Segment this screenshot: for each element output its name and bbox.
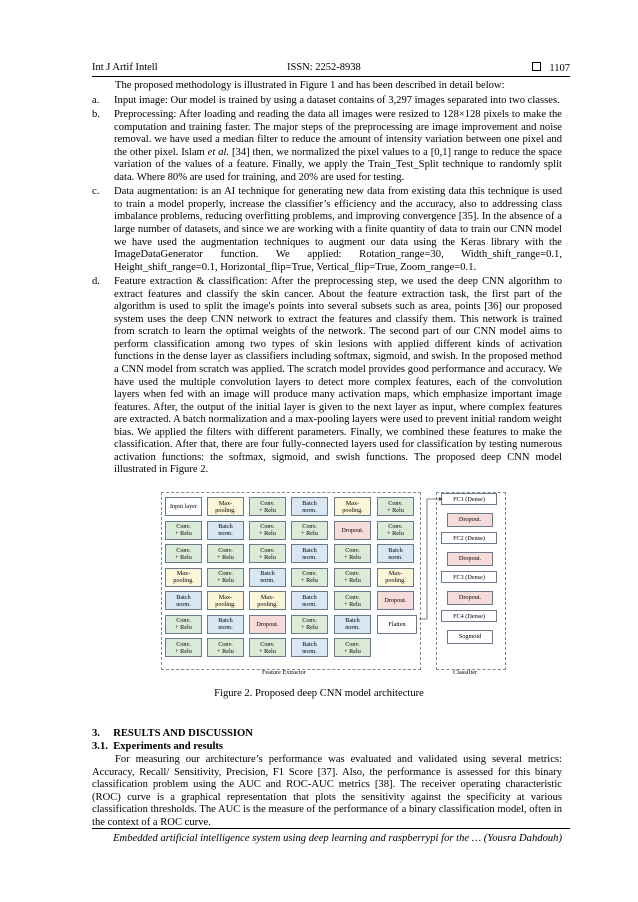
layer-box: Conv. + Relu	[207, 568, 244, 587]
running-footer: Embedded artificial intelligence system using deep learning and raspberrypi for the … (Yousra Dahdouh)	[113, 833, 562, 844]
layer-box: Dropout.	[447, 552, 493, 566]
layer-box: Conv. + Relu	[249, 497, 286, 516]
results-text	[92, 754, 562, 831]
layer-box: Conv. + Relu	[291, 521, 328, 540]
header-rule	[92, 76, 570, 77]
layer-box: Batch norm.	[165, 591, 202, 610]
list-marker: a.	[92, 94, 100, 106]
layer-box: Max- pooling.	[207, 497, 244, 516]
layer-box: Conv. + Relu	[334, 638, 371, 657]
layer-box: Conv. + Relu	[291, 568, 328, 587]
list-marker: b.	[92, 109, 100, 121]
layer-box: Conv. + Relu	[165, 521, 202, 540]
layer-box: Conv. + Relu	[334, 544, 371, 563]
layer-box: Max- pooling.	[377, 568, 414, 587]
layer-box: Dropout.	[249, 615, 286, 634]
layer-box: Batch norm.	[291, 638, 328, 657]
layer-box: Batch norm.	[291, 544, 328, 563]
list-item	[92, 186, 562, 274]
layer-box: Max- pooling.	[207, 591, 244, 610]
layer-box: Conv. + Relu	[334, 591, 371, 610]
layer-box: Max- pooling.	[165, 568, 202, 587]
list-item-text: [34] then, we normalized the pixel values to a [0,1] range to reduce the space variation of the values of a feature. Finally, we apply the Train_Test_Split technique to randomly split data. Where 80% are used for training, and 20% are used for testing.	[114, 146, 562, 183]
layer-box: Batch norm.	[291, 497, 328, 516]
figure-caption: Figure 2. Proposed deep CNN model architecture	[214, 688, 424, 699]
footer-rule	[92, 828, 570, 829]
layer-box: Input layer	[165, 497, 202, 516]
layer-box: FC2 (Dense)	[441, 532, 497, 544]
journal-name: Int J Artif Intell	[92, 62, 158, 73]
layer-box: Max- pooling.	[334, 497, 371, 516]
list-item-text: Feature extraction & classification: After the preprocessing step, we used the deep CNN algorithm to extract features and classify the skin cancer. About the feature extraction task, the first part of the algorithm is used to split the image's points into several subsets such as area, points [36] our proposed system uses the deep CNN network to extract the features and classify them. This network is trained from scratch to learn the optimal weights of the network. The second part of our CNN model aims to perform classification among two types of skin lesions with applied different kinds of activation functions in the dense layer as classifiers including softmax, sigmoid, and swish. In the proposed method a CNN model from scratch was applied. The scratch model provides good performance and accuracy. We have used the multiple convolution layers to detect more complex features, each of the convolution layers when fed with an image will produce many activation maps, which emphasize important image features. After, the output of the initial layer is given to the next layer as input, where complex features are extracted. A batch normalization and a max-pooling layers were used to prevent initial random weight bias. We applied the filters with different parameters. Finally, we combined these features to make the classification. After that, there are four fully-connected layers used for classification by testing numerous activation functions: the softmax, sigmoid, and swish functions. The proposed deep CNN model illustrated in Figure 2.	[114, 276, 562, 476]
intro-paragraph: The proposed methodology is illustrated in Figure 1 and has been described in detail below:	[115, 80, 505, 91]
subsection-heading: 3.1. Experiments and results	[92, 741, 224, 752]
classifier-label: Classifier	[453, 669, 478, 676]
cnn-architecture-figure	[157, 489, 513, 677]
layer-box: FC1 (Dense)	[441, 493, 497, 505]
list-item	[92, 276, 562, 477]
list-item-text: Preprocessing: After loading and reading the data all images were resized to 128×128 pixels to make the computation and training faster. The major steps of the preprocessing are image improvement and noise removal. we have used a median filter to reduce the amount of intensity variation between one pixel and the other pixel. Islam	[114, 109, 562, 158]
layer-box: FC4 (Dense)	[441, 610, 497, 622]
page-number-group	[532, 62, 570, 74]
layer-box: Conv. + Relu	[249, 638, 286, 657]
layer-box: Batch norm.	[291, 591, 328, 610]
layer-box: Conv. + Relu	[165, 638, 202, 657]
layer-box: Conv. + Relu	[207, 544, 244, 563]
issn: ISSN: 2252-8938	[287, 62, 361, 73]
layer-box: Conv. + Relu	[207, 638, 244, 657]
layer-box: Conv. + Relu	[165, 615, 202, 634]
list-item-text: Data augmentation: is an AI technique for generating new data from existing data this technique is used to train a model properly, increase the classifier’s efficiency and the accuracy, also to addressing class imbalance problems, reducing overfitting problems, and improving convergence [35]. In the absence of a large number of datasets, and since we are working with a finite quantity of data to train our CNN model we have used the augmentation techniques to augment our data using the Keras library with the ImageDataGenerator function. We applied: Rotation_range=30, Width_shift_range=0.1, Height_shift_range=0.1, Horizontal_flip=True, Vertical_flip=True, Zoom_range=0.1.	[114, 186, 562, 273]
list-item	[92, 109, 562, 184]
list-item	[92, 95, 562, 108]
layer-box: Dropout.	[334, 521, 371, 540]
layer-box: Conv. + Relu	[249, 544, 286, 563]
method-list	[92, 95, 562, 477]
list-item-text: et al.	[207, 146, 230, 158]
list-marker: c.	[92, 186, 100, 198]
layer-box: Batch norm.	[249, 568, 286, 587]
layer-box: Conv. + Relu	[291, 615, 328, 634]
layer-box: Dropout.	[447, 513, 493, 527]
feature-extractor-label: Feature Extractor	[262, 669, 306, 676]
layer-box: Dropout.	[447, 591, 493, 605]
layer-box: Conv. + Relu	[249, 521, 286, 540]
layer-box: Sogmoid	[447, 630, 493, 644]
layer-box: Flatten	[377, 615, 417, 634]
layer-box: Conv. + Relu	[377, 497, 414, 516]
layer-box: Dropout.	[377, 591, 414, 610]
layer-box: Max- pooling.	[249, 591, 286, 610]
layer-box: Conv. + Relu	[165, 544, 202, 563]
method-text	[92, 80, 562, 479]
layer-box: Conv. + Relu	[334, 568, 371, 587]
list-item-text: Input image: Our model is trained by using a dataset contains of 3,297 images separated into two classes.	[114, 94, 560, 106]
layer-box: Conv. + Relu	[377, 521, 414, 540]
layer-box: Batch norm.	[207, 521, 244, 540]
page-number: 1107	[549, 63, 570, 74]
layer-box: Batch norm.	[377, 544, 414, 563]
layer-box: Batch norm.	[334, 615, 371, 634]
checkbox-icon	[532, 62, 541, 71]
section-heading: 3. RESULTS AND DISCUSSION	[92, 728, 253, 739]
layer-box: FC3 (Dense)	[441, 571, 497, 583]
list-marker: d.	[92, 276, 100, 288]
results-paragraph: For measuring our architecture’s performance was evaluated and validated using several metrics: Accuracy, Recall/ Sensitivity, Precision, F1 Score [37]. Also, the performance is assessed for this binary classification problem using the AUC and ROC-AUC metrics [38]. The receiver operating characteristic (ROC) curve is a graphical representation that plots the sensitivity against the specificity at various classification thresholds. The AUC is the measure of the performance of a binary classification model, often in the context of a ROC curve.	[92, 754, 562, 828]
layer-box: Batch norm.	[207, 615, 244, 634]
